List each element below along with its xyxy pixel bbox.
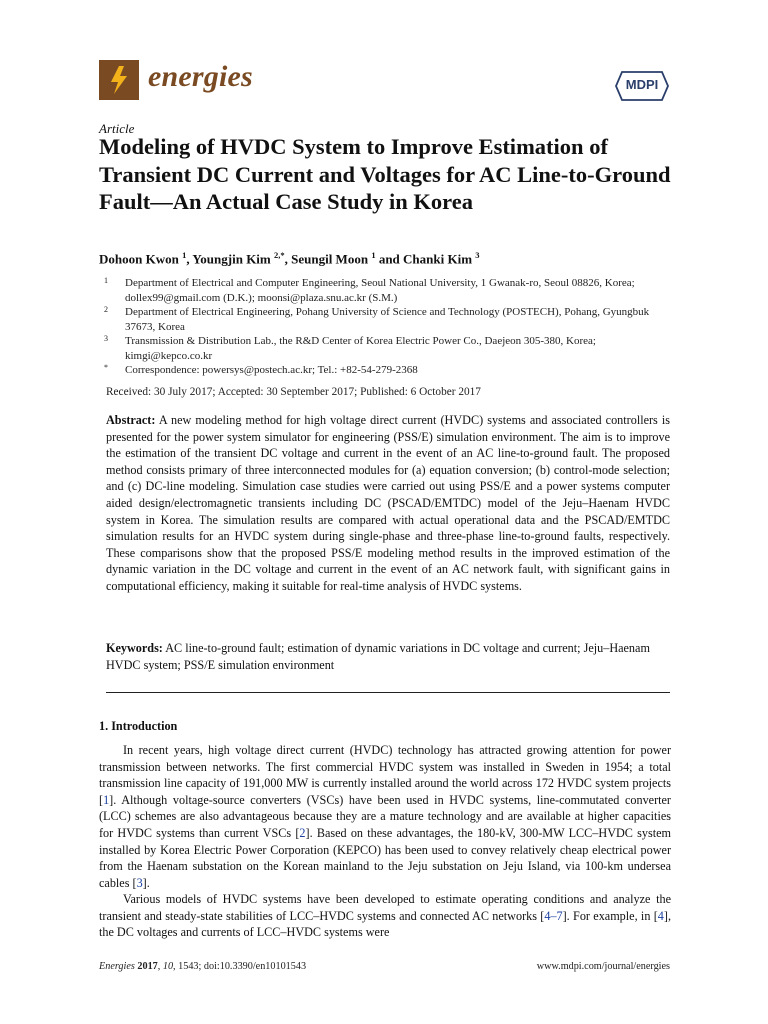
- author-name: Seungil Moon: [291, 251, 369, 267]
- journal-url-link[interactable]: www.mdpi.com/journal/energies: [536, 961, 670, 972]
- author-list: [99, 250, 480, 267]
- paragraph-text: ]. Although voltage-source converters (VSCs) have been used in HVDC systems, line-commutated converter (LCC) schemes are also advantageous because they are a mature technology and are available at higher capacities for HVDC systems than current VSCs [: [99, 792, 671, 840]
- author-affiliation-mark: 1: [182, 250, 187, 260]
- author-affiliation-mark: 2,*: [274, 250, 285, 260]
- author-separator: ,: [186, 251, 193, 267]
- footer-year: 2017: [137, 961, 158, 972]
- author-affiliation-mark: 1: [371, 250, 376, 260]
- footer-volume: 10: [162, 961, 174, 972]
- affiliation-text: Transmission & Distribution Lab., the R&D Center of Korea Electric Power Co., Daejeon 305-380, Korea; kimgi@kepco.co.kr: [125, 335, 596, 362]
- correspondence-mark: *: [104, 363, 108, 372]
- article-title: Modeling of HVDC System to Improve Estimation of Transient DC Current and Voltages for AC Line-to-Ground Fault—An Actual Case Study in Korea: [99, 134, 671, 214]
- author-separator: ,: [284, 251, 292, 267]
- publisher-logo-text: MDPI: [625, 77, 659, 92]
- affiliation-number: 2: [104, 305, 108, 314]
- paragraph-text: ].: [142, 875, 150, 890]
- keywords-text: AC line-to-ground fault; estimation of dynamic variations in DC voltage and current; Jeju–Haenam HVDC system; PSS/E simulation environment: [106, 641, 650, 672]
- citation-link[interactable]: 1: [103, 792, 110, 807]
- abstract: [106, 412, 670, 595]
- abstract-text: A new modeling method for high voltage direct current (HVDC) systems and associated controllers is presented for the power system simulator for engineering (PSS/E) simulation environment. The aim is to improve the estimation of the transient DC voltage and current in the event of an AC line-to-ground fault. The proposed method consists primary of three interconnected modules for (a) equation conversion; (b) control-mode selection; and (c) DC-line modeling. Simulation case studies were carried out using PSS/E and a power systems computer aided design/electromagnetic transients including DC (PSCAD/EMTDC) model of the Jeju–Haenam HVDC system in Korea. The simulation results are compared with actual operational data and the PSCAD/EMTDC simulation results for an HVDC system during single-phase and three-phase line-to-ground faults, respectively. These comparisons show that the proposed PSS/E modeling method results in the improved estimation of the dynamic variation in the DC voltage and current in the event of an AC network fault, with significant gains in computational efficiency, making it suitable for real-time analysis of HVDC systems.: [106, 413, 670, 593]
- affiliation-number: 1: [104, 276, 108, 285]
- correspondence-text: Correspondence: powersys@postech.ac.kr; Tel.: +82-54-279-2368: [125, 364, 418, 376]
- journal-logo: [99, 60, 139, 100]
- keywords: [106, 640, 670, 673]
- author-name: Youngjin Kim: [192, 251, 271, 267]
- citation-link[interactable]: 2: [299, 825, 306, 840]
- paragraph-text: ], the DC voltages and currents of LCC–HVDC systems were: [99, 908, 671, 940]
- journal-name: energies: [148, 60, 253, 93]
- intro-paragraph-2: [99, 891, 671, 941]
- footer-doi: , 1543; doi:10.3390/en10101543: [173, 961, 307, 972]
- lightning-bolt-icon: [99, 60, 139, 100]
- section-heading: 1. Introduction: [99, 719, 178, 733]
- affiliation-number: 3: [104, 334, 108, 343]
- abstract-label: Abstract:: [106, 413, 156, 427]
- author-separator: and: [375, 251, 404, 267]
- citation-link[interactable]: 4–7: [544, 908, 563, 923]
- publisher-logo: [614, 69, 670, 103]
- paragraph-text: In recent years, high voltage direct current (HVDC) technology has attracted growing attention for power transmission between networks. The first commercial HVDC system was installed in Sweden in 1954; a total transmission line capacity of 191,000 MW is currently installed around the world across 172 HVDC system projects [: [99, 743, 671, 807]
- paragraph-text: ]. For example, in [: [562, 908, 658, 923]
- publication-dates: Received: 30 July 2017; Accepted: 30 September 2017; Published: 6 October 2017: [106, 386, 481, 398]
- section-divider: [106, 692, 670, 693]
- intro-paragraph-1: [99, 742, 671, 891]
- citation-link[interactable]: 4: [657, 908, 664, 923]
- author-affiliation-mark: 3: [475, 250, 480, 260]
- citation-link[interactable]: 3: [136, 875, 143, 890]
- paragraph-text: ]. Based on these advantages, the 180-kV, 300-MW LCC–HVDC system installed by Korea Electric Power Corporation (KEPCO) has been used to convey relatively cheap electrical power from the Haenam substation on the Korean mainland to the Jeju substation on Jeju Island, via 100-km undersea cables [: [99, 825, 671, 890]
- affiliation-text: Department of Electrical Engineering, Pohang University of Science and Technology (POSTECH), Pohang, Gyungbuk 37673, Korea: [125, 306, 650, 333]
- affiliation-text: Department of Electrical and Computer Engineering, Seoul National University, 1 Gwanak-ro, Seoul 08826, Korea; dollex99@gmail.com (D.K.); moonsi@plaza.snu.ac.kr (S.M.): [125, 277, 635, 304]
- paragraph-text: Various models of HVDC systems have been developed to estimate operating conditions and analyze the transient and steady-state stabilities of LCC–HVDC systems and connected AC networks [: [99, 892, 671, 923]
- author-name: Chanki Kim: [403, 251, 473, 267]
- footer-journal-name: Energies: [99, 961, 135, 972]
- article-type-label: Article: [99, 121, 135, 136]
- keywords-label: Keywords:: [106, 641, 163, 655]
- citation-footer: Energies 2017, 10, 1543; doi:10.3390/en10101543: [99, 961, 307, 972]
- author-name: Dohoon Kwon: [99, 251, 179, 267]
